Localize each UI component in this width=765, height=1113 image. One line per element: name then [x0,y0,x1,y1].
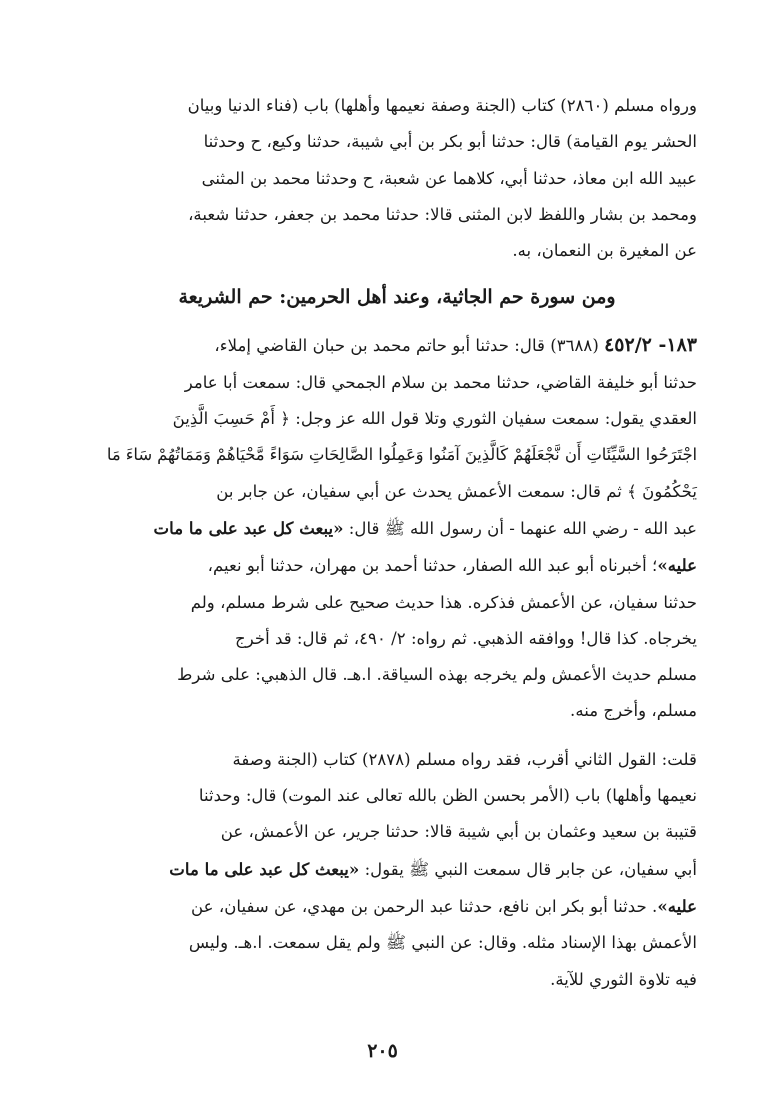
hadith-matn: عليه» [657,555,697,576]
hadith-matn: «يبعث كل عبد على ما مات [169,858,360,879]
section-heading: ومن سورة حم الجاثية، وعند أهل الحرمين: حم الشريعة [178,286,616,309]
text-fragment: . حدثنا أبو بكر ابن نافع، حدثنا عبد الرحمن بن مهدي، عن سفيان، عن [191,896,658,916]
hadith-183 [97,327,697,729]
paragraph-spacer [97,730,697,742]
text-line: ورواه مسلم (٢٨٦٠) كتاب (الجنة وصفة نعيمها وأهلها) باب (فناء الدنيا وبيان [187,96,697,115]
text-line: الحشر يوم القيامة) قال: حدثنا أبو بكر بن أبي شيبة، حدثنا وكيع، ح وحدثنا [203,132,697,152]
text-fragment: ؛ أخبرناه أبو عبد الله الصفار، حدثنا أحمد بن مهران، حدثنا أبو نعيم، [207,556,658,576]
text-line: حدثنا أبو خليفة القاضي، حدثنا محمد بن سلام الجمحي قال: سمعت أبا عامر [184,372,697,392]
text-line: نعيمها وأهلها) باب (الأمر بحسن الظن بالله تعالى عند الموت) قال: وحدثنا [198,786,697,806]
text-line: قتيبة بن سعيد وعثمان بن أبي شيبة قالا: حدثنا جرير، عن الأعمش، عن [220,822,697,842]
text-fragment: (٣٦٨٨) قال: حدثنا أبو حاتم محمد بن حبان القاضي إملاء، [214,336,605,356]
text-line: يخرجاه. كذا قال! ووافقه الذهبي. ثم رواه: ٢/ ٤٩٠، ثم قال: قد أخرج [235,628,697,648]
text-fragment: عبد الله - رضي الله عنهما - أن رسول الله ﷺ قال: [343,518,697,538]
hadith-number: ١٨٣- ٤٥٢/٢ [604,334,697,357]
text-line: عن المغيرة بن النعمان، به. [512,241,697,261]
text-line [97,327,697,364]
text-line: يَحْكُمُونَ ﴾ ثم قال: سمعت الأعمش يحدث عن أبي سفيان، عن جابر بن [216,481,697,501]
text-line [97,510,697,547]
text-line: مسلم حديث الأعمش ولم يخرجه بهذه السياقة. ا.هـ. قال الذهبي: على شرط [177,665,697,685]
text-line: ومحمد بن بشار واللفظ لابن المثنى قالا: حدثنا محمد بن جعفر، حدثنا شعبة، [188,204,697,224]
text-fragment: أبي سفيان، عن جابر قال سمعت النبي ﷺ يقول: [359,859,697,879]
text-line: الأعمش بهذا الإسناد مثله. وقال: عن النبي ﷺ ولم يقل سمعت. ا.هـ. وليس [188,933,697,953]
text-line [97,851,697,888]
quran-verse-line: اجْتَرَحُوا السَّيِّئَاتِ أَن نَّجْعَلَهُمْ كَالَّذِينَ آمَنُوا وَعَمِلُوا الصَّالِحَاتِ سَوَاءً مَّحْيَاهُمْ وَمَمَاتُهُمْ سَاءَ مَا [106,445,697,465]
text-line: فيه تلاوة الثوري للآية. [550,969,697,989]
hadith-matn: «يبعث كل عبد على ما مات [153,517,344,538]
text-line: قلت: القول الثاني أقرب، فقد رواه مسلم (٢٨٧٨) كتاب (الجنة وصفة [232,749,697,769]
text-line [97,547,697,584]
page-content [97,88,697,998]
text-line: العقدي يقول: سمعت سفيان الثوري وتلا قول الله عز وجل: ﴿ أَمْ حَسِبَ الَّذِينَ [172,409,697,429]
text-line: مسلم، وأخرج منه. [570,701,697,721]
text-line: عبيد الله ابن معاذ، حدثنا أبي، كلاهما عن شعبة، ح وحدثنا محمد بن المثنى [201,168,697,188]
paragraph-qultu [97,742,697,998]
page-number: ٢٠٥ [367,1040,398,1062]
hadith-matn: عليه» [657,895,697,916]
text-line [97,888,697,925]
paragraph-muslim-2860 [97,88,697,269]
text-line: حدثنا سفيان، عن الأعمش فذكره. هذا حديث صحيح على شرط مسلم، ولم [190,592,697,612]
